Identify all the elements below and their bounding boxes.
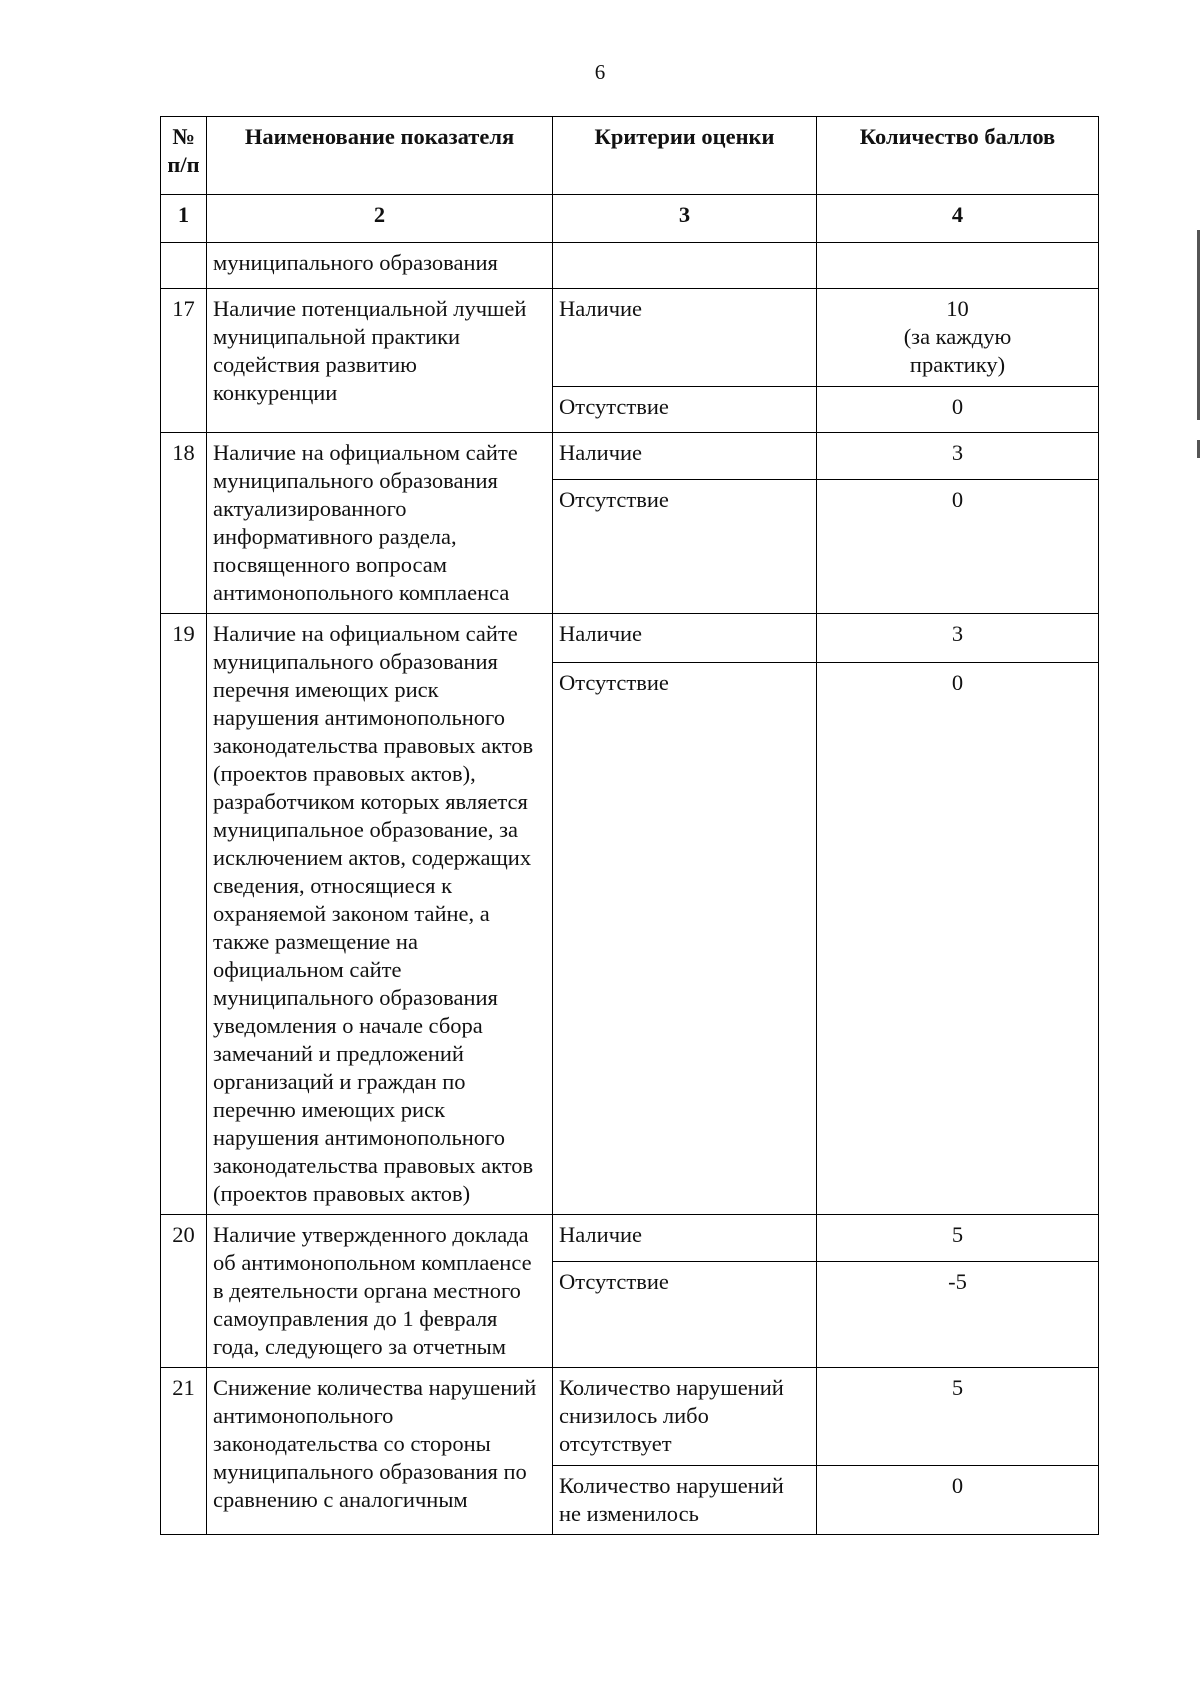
column-number-4: 4: [817, 195, 1099, 243]
points: 3: [817, 614, 1099, 663]
indicator-table: [160, 116, 1099, 1535]
criterion: Наличие: [553, 614, 817, 663]
page-number: 6: [594, 60, 606, 84]
table-row: [161, 1368, 1099, 1466]
criterion: Отсутствие: [553, 663, 817, 1215]
criterion: Отсутствие: [553, 480, 817, 614]
points: 0: [817, 1466, 1099, 1535]
criterion: Наличие: [553, 289, 817, 387]
row-number: 21: [161, 1368, 207, 1535]
table-header-row: [161, 117, 1099, 195]
indicator-name: Наличие утвержденного доклада об антимонопольном комплаенсе в деятельности органа местного самоуправления до 1 февраля года, следующего за отчетным: [207, 1215, 553, 1368]
criterion: Количество нарушений снизилось либо отсутствует: [553, 1368, 817, 1466]
criterion: Количество нарушений не изменилось: [553, 1466, 817, 1535]
criterion: Наличие: [553, 433, 817, 480]
table-row: [161, 433, 1099, 480]
row-number: 17: [161, 289, 207, 433]
points: -5: [817, 1261, 1099, 1367]
header-number: № п/п: [161, 117, 207, 195]
table-row: [161, 614, 1099, 663]
indicator-name: Наличие потенциальной лучшей муниципальной практики содействия развитию конкуренции: [207, 289, 553, 433]
continuation-points: [817, 243, 1099, 289]
indicator-name: Наличие на официальном сайте муниципального образования актуализированного информативного раздела, посвященного вопросам антимонопольного комплаенса: [207, 433, 553, 614]
header-indicator-name: Наименование показателя: [207, 117, 553, 195]
row-number: 19: [161, 614, 207, 1215]
continuation-name: муниципального образования: [207, 243, 553, 289]
points: 3: [817, 433, 1099, 480]
column-number-row: [161, 195, 1099, 243]
points: 5: [817, 1368, 1099, 1466]
criterion: Отсутствие: [553, 387, 817, 433]
table-row: [161, 289, 1099, 387]
continuation-criterion: [553, 243, 817, 289]
points: 5: [817, 1215, 1099, 1262]
points: 0: [817, 387, 1099, 433]
points: 0: [817, 663, 1099, 1215]
criterion: Отсутствие: [553, 1261, 817, 1367]
indicator-name: Снижение количества нарушений антимонопольного законодательства со стороны муниципального образования по сравнению с аналогичным: [207, 1368, 553, 1535]
column-number-2: 2: [207, 195, 553, 243]
column-number-1: 1: [161, 195, 207, 243]
points: 10 (за каждую практику): [817, 289, 1099, 387]
continuation-row: [161, 243, 1099, 289]
criterion: Наличие: [553, 1215, 817, 1262]
column-number-3: 3: [553, 195, 817, 243]
points: 0: [817, 480, 1099, 614]
header-criteria: Критерии оценки: [553, 117, 817, 195]
indicator-name: Наличие на официальном сайте муниципального образования перечня имеющих риск нарушения антимонопольного законодательства правовых актов (проектов правовых актов), разработчиком которых является муниципальное образование, за исключением актов, содержащих сведения, относящиеся к охраняемой законом тайне, а также размещение на официальном сайте муниципального образования уведомления о начале сбора замечаний и предложений организаций и граждан по перечню имеющих риск нарушения антимонопольного законодательства правовых актов (проектов правовых актов): [207, 614, 553, 1215]
table-row: [161, 1215, 1099, 1262]
row-number: 18: [161, 433, 207, 614]
row-number: 20: [161, 1215, 207, 1368]
continuation-number: [161, 243, 207, 289]
header-points: Количество баллов: [817, 117, 1099, 195]
